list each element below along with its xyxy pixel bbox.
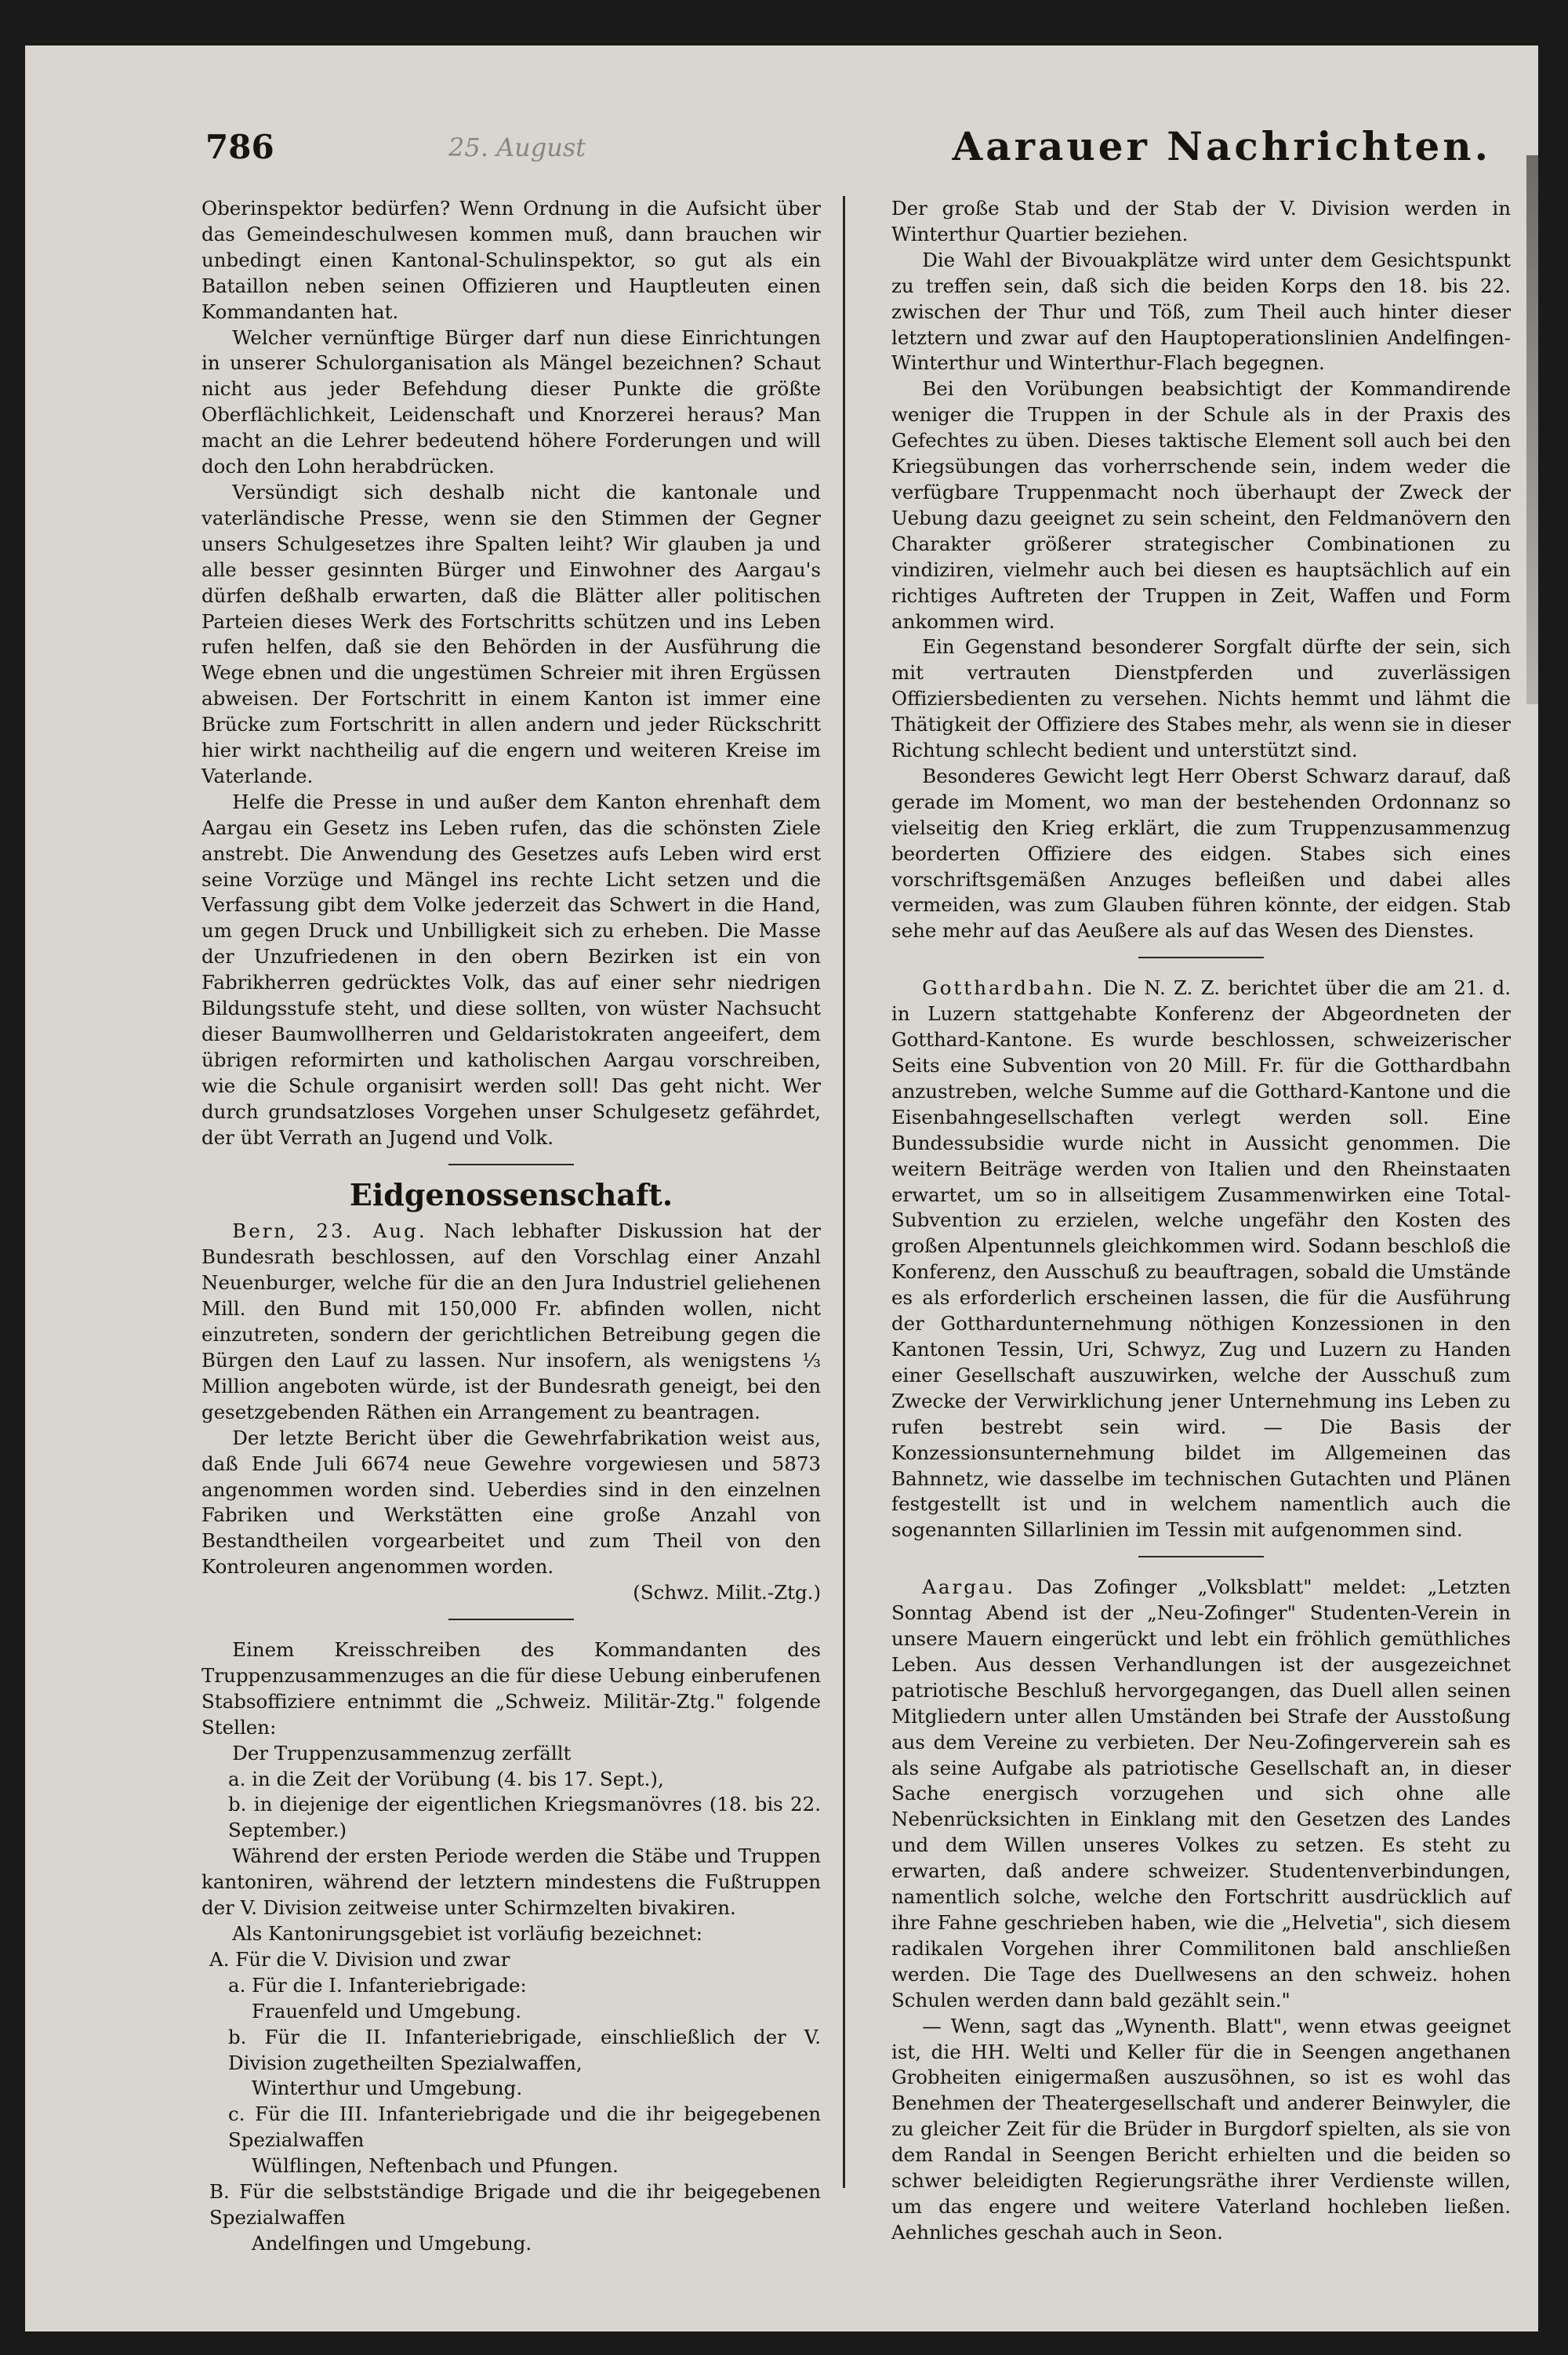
source-citation: (Schwz. Milit.-Ztg.) — [633, 1581, 821, 1605]
article-paragraph: Ein Gegenstand besonderer Sorgfalt dürfte der sein, sich mit vertrauten Dienstpferden und zuverlässigen Offiziersbedienten zu versehen. Nichts hemmt und lähmt die Thätigkeit der Offiziere des Stabes mehr, als wenn sie in dieser Richtung schlecht bedient und unterstützt sind. — [891, 635, 1511, 762]
article-paragraph: Der letzte Bericht über die Gewehrfabrikation weist aus, daß Ende Juli 6674 neue Gewehre vorgewiesen und 5873 angenommen worden sind. Ueberdies sind in den einzelnen Fabriken und Werkstätten eine große Anzahl von Bestandtheilen vorgearbeitet und zum Theil von den Kontroleuren angenommen worden. — [201, 1426, 821, 1579]
article-paragraph: Der große Stab und der Stab der V. Division werden in Winterthur Quartier beziehen. — [891, 197, 1511, 245]
right-column — [891, 196, 1511, 2282]
news-item-bern — [201, 1219, 821, 1425]
article-paragraph: Oberinspektor bedürfen? Wenn Ordnung in die Aufsicht über das Gemeindeschulwesen kommen muß, dann brauchen wir unbedingt einen Kantonal-Schulinspektor, so gut als ein Bataillon neben seinen Offizieren und Hauptleuten einen Kommandanten hat. — [201, 197, 821, 323]
section-divider — [448, 1164, 574, 1165]
column-divider — [843, 196, 845, 2188]
list-item: Andelfingen und Umgebung. — [252, 2231, 532, 2255]
article-paragraph: Bei den Vorübungen beabsichtigt der Kommandirende weniger die Truppen in der Schule als in der Praxis des Gefechtes zu üben. Dieses taktische Element soll auch bei den Kriegsübungen das vorherrschende sein, indem weder die verfügbare Truppenmacht noch überhaupt der Zweck der Uebung dazu geeignet zu sein scheint, den Feldmanövern den Charakter größerer strategischer Combinationen zu vindiziren, vielmehr auch bei diesen es hauptsächlich auf ein richtiges Auftreten der Truppen in Zeit, Waffen und Form ankommen wird. — [891, 377, 1511, 633]
news-text: Nach lebhafter Diskussion hat der Bundesrath beschlossen, auf den Vorschlag einer Anzahl Neuenburger, welche für die an den Jura Industriel geliehenen Mill. den Bund mit 150,000 Fr. abfinden wollen, nicht einzutreten, sondern der gerichtlichen Betreibung gegen die Bürgen den Lauf zu lassen. Nur insofern, als wenigstens ⅓ Million angeboten würde, ist der Bundesrath geneigt, bei den gesetzgebenden Räthen ein Arrangement zu beantragen. — [201, 1219, 821, 1423]
item-heading: Aargau. — [922, 1575, 1016, 1599]
news-item-aargau — [891, 1575, 1511, 2013]
list-item: c. Für die III. Infanteriebrigade und die ihr beigegebenen Spezialwaffen — [228, 2102, 821, 2152]
article-paragraph: Die Wahl der Bivouakplätze wird unter dem Gesichtspunkt zu treffen sein, daß sich die beiden Korps den 18. bis 22. zwischen der Thur und Töß, zum Theil auch hinter dieser letztern und zwar auf den Hauptoperationslinien Andelfingen-Winterthur und Winterthur-Flach begegnen. — [891, 248, 1511, 375]
cantonment-list — [201, 1947, 821, 2257]
article-paragraph: Besonderes Gewicht legt Herr Oberst Schwarz darauf, daß gerade im Moment, wo man der bestehenden Ordonnanz so vielseitig den Krieg erklärt, die zum Truppenzusammenzug beorderten Offiziere des eidgen. Stabes sich eines vorschriftsgemäßen Anzuges befleißen und dabei alles vermeiden, was zum Glauben führen könnte, der eidgen. Stab sehe mehr auf das Aeußere als auf das Wesen des Dienstes. — [891, 764, 1511, 943]
dateline: Bern, 23. Aug. — [232, 1219, 427, 1243]
section-title: Eidgenossenschaft. — [349, 1176, 673, 1212]
article-paragraph: Als Kantonirungsgebiet ist vorläufig bezeichnet: — [232, 1922, 703, 1945]
list-item: a. in die Zeit der Vorübung (4. bis 17. Sept.), — [228, 1767, 664, 1790]
page-edge-shadow — [1526, 155, 1538, 704]
header-date-fragment: 25. August — [448, 133, 586, 162]
news-text: Das Zofinger „Volksblatt" meldet: „Letzten Sonntag Abend ist der „Neu-Zofinger" Studenten-Verein in unsere Mauern eingerückt und lebt ein fröhlich gemüthliches Leben. Aus dessen Verhandlungen ist der ausgezeichnet patriotische Beschluß hervorgegangen, das Duell allen seinen Mitgliedern unter allen Umständen bei Strafe der Ausstoßung aus dem Vereine zu verbieten. Der Neu-Zofingerverein sah es als seine Aufgabe als patriotische Gesellschaft an, in dieser Sache energisch vorzugehen und sich ohne alle Nebenrücksichten in Einklang mit den Gesetzen des Landes und dem Willen unseres Volkes zu setzen. Es steht zu erwarten, daß andere schweizer. Studentenverbindungen, namentlich solche, welche den Fortschritt ausdrücklich auf ihre Fahne geschrieben haben, wie die „Helvetia", sich diesem radikalen Vorgehen ihrer Commilitonen bald anschließen werden. Die Tage des Duellwesens an den schweiz. hohen Schulen werden dann bald gezählt sein." — [891, 1575, 1511, 2012]
list-item: A. Für die V. Division und zwar — [209, 1947, 510, 1971]
list-item: b. Für die II. Infanteriebrigade, einschließlich der V. Division zugetheilten Spezialwaffen, — [228, 2025, 821, 2074]
list-item: a. Für die I. Infanteriebrigade: — [228, 1973, 527, 1997]
left-column — [201, 196, 821, 2282]
list-item: Wülflingen, Neftenbach und Pfungen. — [252, 2154, 619, 2178]
article-paragraph: — Wenn, sagt das „Wynenth. Blatt", wenn etwas geeignet ist, die HH. Welti und Keller für die in Seengen angethanen Grobheiten einigermaßen auszusöhnen, so ist es wohl das Benehmen der Theatergesellschaft und anderer Beinwyler, die zu gleicher Zeit für die Brüder in Burgdorf spielten, als sie von dem Randal in Seengen Bericht erhielten und die beiden so schwer beleidigten Regierungsräthe ihrer Verdienste willen, um das engere und weitere Vaterland hochleben ließen. Aehnliches geschah auch in Seon. — [891, 2014, 1511, 2244]
list-item: Frauenfeld und Umgebung. — [252, 1999, 522, 2022]
section-divider — [1138, 1556, 1264, 1557]
article-paragraph: Der Truppenzusammenzug zerfällt — [232, 1741, 572, 1764]
page-number: 786 — [205, 128, 274, 166]
newspaper-page — [25, 45, 1538, 2331]
article-paragraph: Während der ersten Periode werden die Stäbe und Truppen kantoniren, während der letztern mindestens die Fußtruppen der V. Division zeitweise unter Schirmzelten bivakiren. — [201, 1844, 821, 1920]
list-item: B. Für die selbstständige Brigade und die ihr beigegebenen Spezialwaffen — [209, 2180, 821, 2229]
article-paragraph: Helfe die Presse in und außer dem Kanton ehrenhaft dem Aargau ein Gesetz ins Leben rufen, das die schönsten Ziele anstrebt. Die Anwendung des Gesetzes aufs Leben wird erst seine Vorzüge und Mängel ins rechte Licht setzen und die Verfassung gibt dem Volke jederzeit das Schwert in die Hand, um gegen Druck und Unbilligkeit sich zu erheben. Die Masse der Unzufriedenen in den obern Bezirken ist ein von Fabrikherren gedrücktes Volk, das auf einer sehr niedrigen Bildungsstufe steht, und diese sollten, von wüster Nachsucht dieser Baumwollherren und Geldaristokraten angeeifert, dem übrigen reformirten und katholischen Aargau vorschreiben, wie die Schule organisirt werden soll! Das geht nicht. Wer durch grundsatzloses Vorgehen unser Schulgesetz gefährdet, der übt Verrath an Jugend und Volk. — [201, 790, 821, 1149]
list-item: Winterthur und Umgebung. — [252, 2077, 523, 2100]
section-divider — [1138, 957, 1264, 958]
news-item-gotthard — [891, 976, 1511, 1543]
article-paragraph: Einem Kreisschreiben des Kommandanten des Truppenzusammenzuges an die für diese Uebung einberufenen Stabsoffiziere entnimmt die „Schweiz. Militär-Ztg." folgende Stellen: — [201, 1638, 821, 1739]
masthead-title: Aarauer Nachrichten. — [952, 123, 1491, 169]
section-divider — [448, 1619, 574, 1620]
item-heading: Gotthardbahn. — [922, 976, 1095, 1000]
list-item: b. in diejenige der eigentlichen Kriegsmanövres (18. bis 22. September.) — [228, 1793, 821, 1842]
phase-list — [201, 1767, 821, 1844]
article-paragraph: Versündigt sich deshalb nicht die kantonale und vaterländische Presse, wenn sie den Stimmen der Gegner unsers Schulgesetzes ihre Spalten leiht? Wir glauben ja und alle besser gesinnten Bürger und Einwohner des Aargau's dürfen deßhalb erwarten, daß die Blätter aller politischen Parteien dieses Werk des Fortschritts schützen und ins Leben rufen helfen, daß sie den Behörden in der Ausführung die Wege ebnen und die ungestümen Schreier mit ihren Ergüssen abweisen. Der Fortschritt in einem Kanton ist immer eine Brücke zum Fortschritt in allen andern und jeder Rückschritt hier wirkt nachtheilig auf die engern und weiteren Kreise im Vaterlande. — [201, 480, 821, 787]
news-text: Die N. Z. Z. berichtet über die am 21. d. in Luzern stattgehabte Konferenz der Abgeordneten der Gotthard-Kantone. Es wurde beschlossen, schweizerischer Seits eine Subvention von 20 Mill. Fr. für die Gotthardbahn anzustreben, welche Summe auf die Gotthard-Kantone und die Eisenbahngesellschaften verlegt werden soll. Eine Bundessubsidie wurde nicht in Aussicht genommen. Die weitern Beiträge werden von Italien und den Rheinstaaten erwartet, um so in allseitigem Zusammenwirken eine Total-Subvention zu erzielen, welche ungefähr den Kosten des großen Alpentunnels gleichkommen wird. Sodann beschloß die Konferenz, den Ausschuß zu beauftragen, sobald die Umstände es als erforderlich erscheinen lassen, die für die Ausführung der Gotthardunternehmung nöthigen Konzessionen in den Kantonen Tessin, Uri, Schwyz, Zug und Luzern zu Handen einer Gesellschaft auszuwirken, welche der Ausschuß zum Zwecke der Verwirklichung jener Unternehmung ins Leben zu rufen bestrebt sein wird. — Die Basis der Konzessionsunternehmung bildet im Allgemeinen das Bahnnetz, wie dasselbe im technischen Gutachten und Plänen festgestellt ist und in welchem namentlich auch die sogenannten Sillarlinien im Tessin mit aufgenommen sind. — [891, 976, 1511, 1542]
article-paragraph: Welcher vernünftige Bürger darf nun diese Einrichtungen in unserer Schulorganisation als Mängel bezeichnen? Schaut nicht aus jeder Befehdung dieser Punkte die größte Oberflächlichkeit, Leidenschaft und Knorzerei heraus? Man macht an die Lehrer bedeutend höhere Forderungen und will doch den Lohn herabdrücken. — [201, 325, 821, 478]
